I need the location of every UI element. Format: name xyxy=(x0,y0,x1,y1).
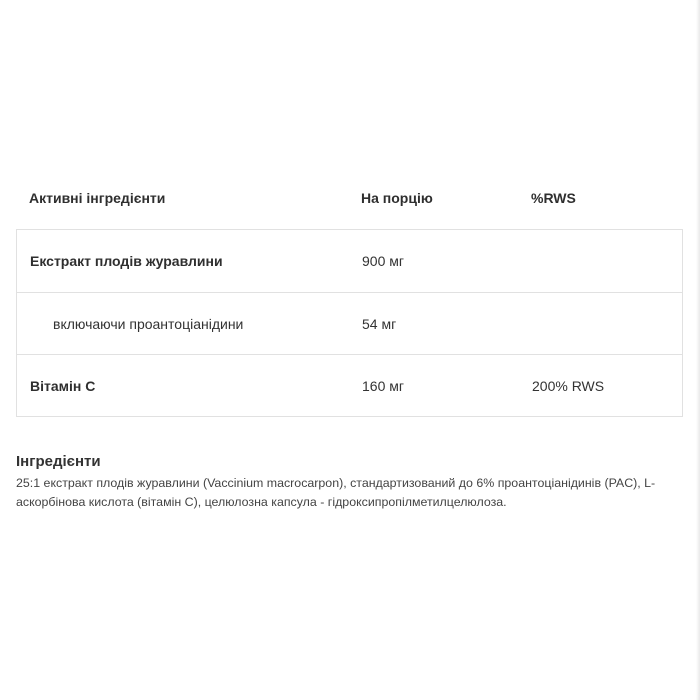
ingredient-name: Вітамін С xyxy=(30,377,96,394)
header-per-serving: На порцію xyxy=(361,189,433,206)
nutrition-table xyxy=(16,166,683,417)
ingredient-amount: 160 мг xyxy=(362,377,404,394)
table-header-row xyxy=(16,166,683,229)
table-body xyxy=(16,229,683,417)
header-active-ingredients: Активні інгредієнти xyxy=(29,189,166,206)
ingredient-name: включаючи проантоціанідини xyxy=(53,315,244,332)
table-row xyxy=(17,230,682,292)
ingredients-title: Інгредієнти xyxy=(16,453,101,470)
ingredient-name: Екстракт плодів журавлини xyxy=(30,253,223,269)
ingredients-section xyxy=(16,453,691,512)
page-edge-shadow xyxy=(696,0,700,700)
ingredient-rws: 200% RWS xyxy=(532,377,605,394)
header-rws: %RWS xyxy=(531,189,576,206)
table-row xyxy=(17,354,682,416)
ingredients-text: 25:1 екстракт плодів журавлини (Vaccinium macrocarpon), стандартизований до 6% проантоціанідинів (PAC), L-аскорбінова кислота (вітамін С), целюлозна капсула - гідроксипропілметилцелюлоза. xyxy=(16,476,656,509)
table-row xyxy=(17,292,682,354)
ingredient-amount: 54 мг xyxy=(362,315,397,332)
ingredient-amount: 900 мг xyxy=(362,253,404,269)
